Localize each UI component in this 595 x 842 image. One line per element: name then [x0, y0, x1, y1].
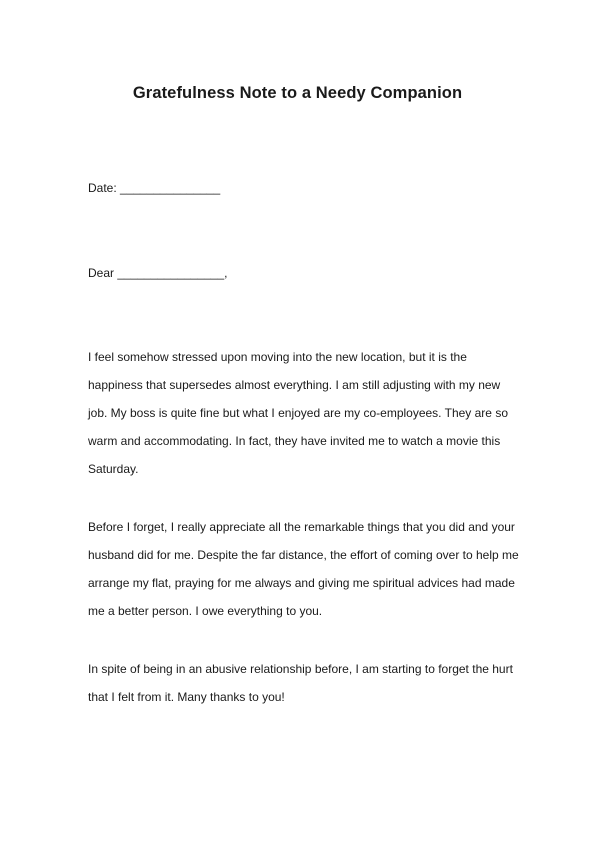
paragraph-line: that I felt from it. Many thanks to you!: [88, 690, 285, 704]
paragraph-line: I feel somehow stressed upon moving into the new location, but it is the: [88, 350, 467, 364]
paragraph-line: warm and accommodating. In fact, they have invited me to watch a movie this: [88, 434, 501, 448]
paragraph-line: Saturday.: [88, 462, 139, 476]
paragraph-line: husband did for me. Despite the far distance, the effort of coming over to help me: [88, 548, 519, 562]
paragraph-line: In spite of being in an abusive relationship before, I am starting to forget the hurt: [88, 662, 513, 676]
paragraph-line: job. My boss is quite fine but what I enjoyed are my co-employees. They are so: [88, 406, 508, 420]
date-line: Date: _______________: [88, 181, 221, 195]
paragraph-line: me a better person. I owe everything to you.: [88, 604, 323, 618]
paragraph-line: Before I forget, I really appreciate all the remarkable things that you did and your: [88, 520, 515, 534]
salutation: Dear ________________,: [88, 266, 228, 280]
document-title: Gratefulness Note to a Needy Companion: [132, 84, 463, 102]
paragraph-line: arrange my flat, praying for me always and giving me spiritual advices had made: [88, 576, 515, 590]
paragraph-line: happiness that supersedes almost everything. I am still adjusting with my new: [88, 378, 501, 392]
